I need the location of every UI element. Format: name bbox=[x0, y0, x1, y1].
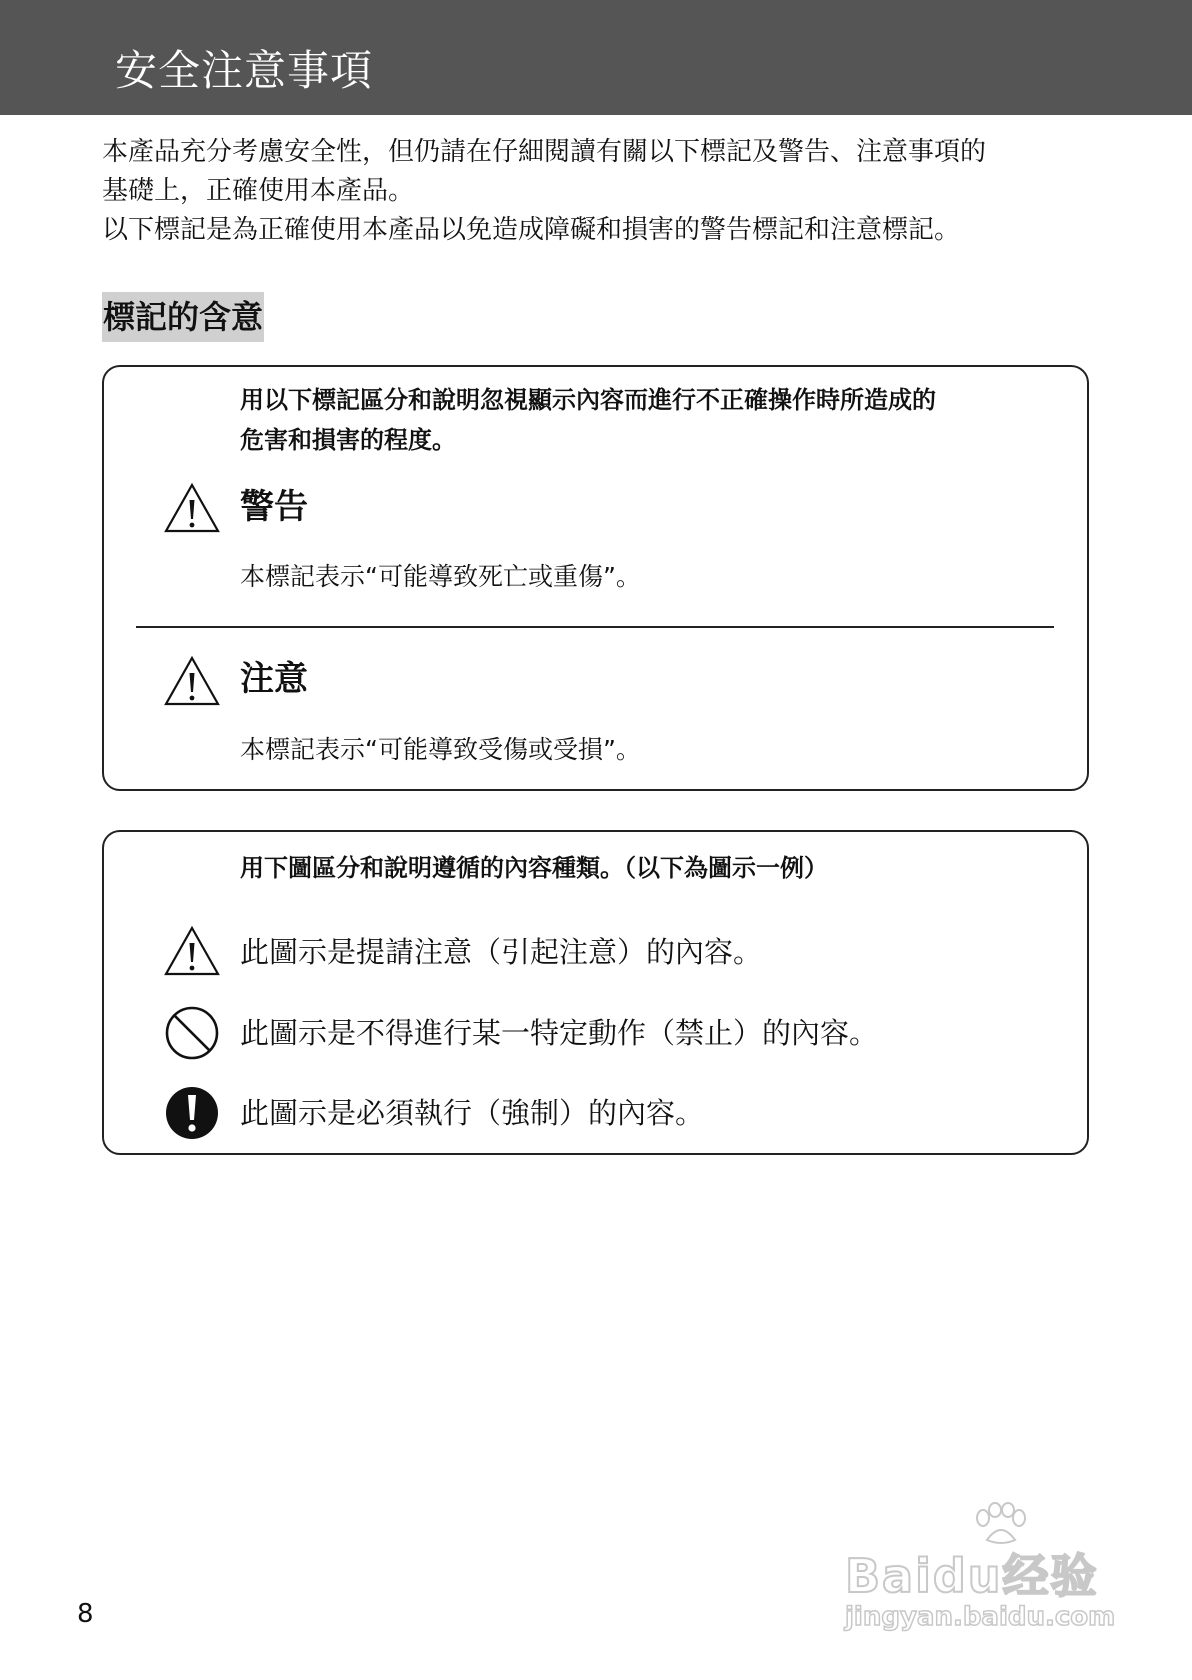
header-bar bbox=[0, 0, 1192, 115]
symbols-description: 用下圖區分和說明遵循的內容種類。（以下為圖示一例） bbox=[240, 854, 828, 882]
intro-paragraph bbox=[102, 133, 1112, 250]
caution-text: 本標記表示“可能導致受傷或受損”。 bbox=[240, 735, 641, 764]
symbols-box bbox=[102, 830, 1089, 1155]
page-title: 安全注意事項 bbox=[115, 46, 374, 95]
prohibition-circle-icon bbox=[162, 1003, 222, 1063]
page-number: 8 bbox=[77, 1599, 94, 1629]
section-heading: 標記的含意 bbox=[102, 292, 264, 342]
watermark-brand: Baidu经验 bbox=[845, 1549, 1099, 1603]
caution-triangle-icon bbox=[162, 652, 222, 712]
caution-triangle-icon bbox=[162, 922, 222, 982]
baidu-watermark bbox=[845, 1502, 1125, 1642]
marks-description-line: 用以下標記區分和說明忽視顯示內容而進行不正確操作時所造成的 bbox=[240, 386, 936, 414]
caution-heading: 注意 bbox=[240, 659, 308, 699]
warning-heading: 警告 bbox=[240, 487, 308, 527]
symbol-prohibition-text: 此圖示是不得進行某一特定動作（禁止）的內容。 bbox=[240, 1016, 879, 1050]
intro-line: 基礎上，正確使用本產品。 bbox=[102, 176, 415, 206]
marks-description bbox=[240, 380, 1070, 460]
divider bbox=[136, 626, 1054, 628]
mandatory-action-icon bbox=[162, 1083, 222, 1143]
warning-text: 本標記表示“可能導致死亡或重傷”。 bbox=[240, 562, 641, 591]
watermark-url: jingyan.baidu.com bbox=[845, 1602, 1116, 1632]
marks-box bbox=[102, 365, 1089, 791]
warning-triangle-icon bbox=[162, 479, 222, 539]
symbol-mandatory-text: 此圖示是必須執行（強制）的內容。 bbox=[240, 1096, 705, 1130]
intro-line: 本產品充分考慮安全性，但仍請在仔細閱讀有關以下標記及警告、注意事項的 bbox=[102, 137, 987, 167]
intro-line: 以下標記是為正確使用本產品以免造成障礙和損害的警告標記和注意標記。 bbox=[102, 215, 961, 245]
symbol-caution-text: 此圖示是提請注意（引起注意）的內容。 bbox=[240, 935, 763, 969]
marks-description-line: 危害和損害的程度。 bbox=[240, 426, 456, 454]
